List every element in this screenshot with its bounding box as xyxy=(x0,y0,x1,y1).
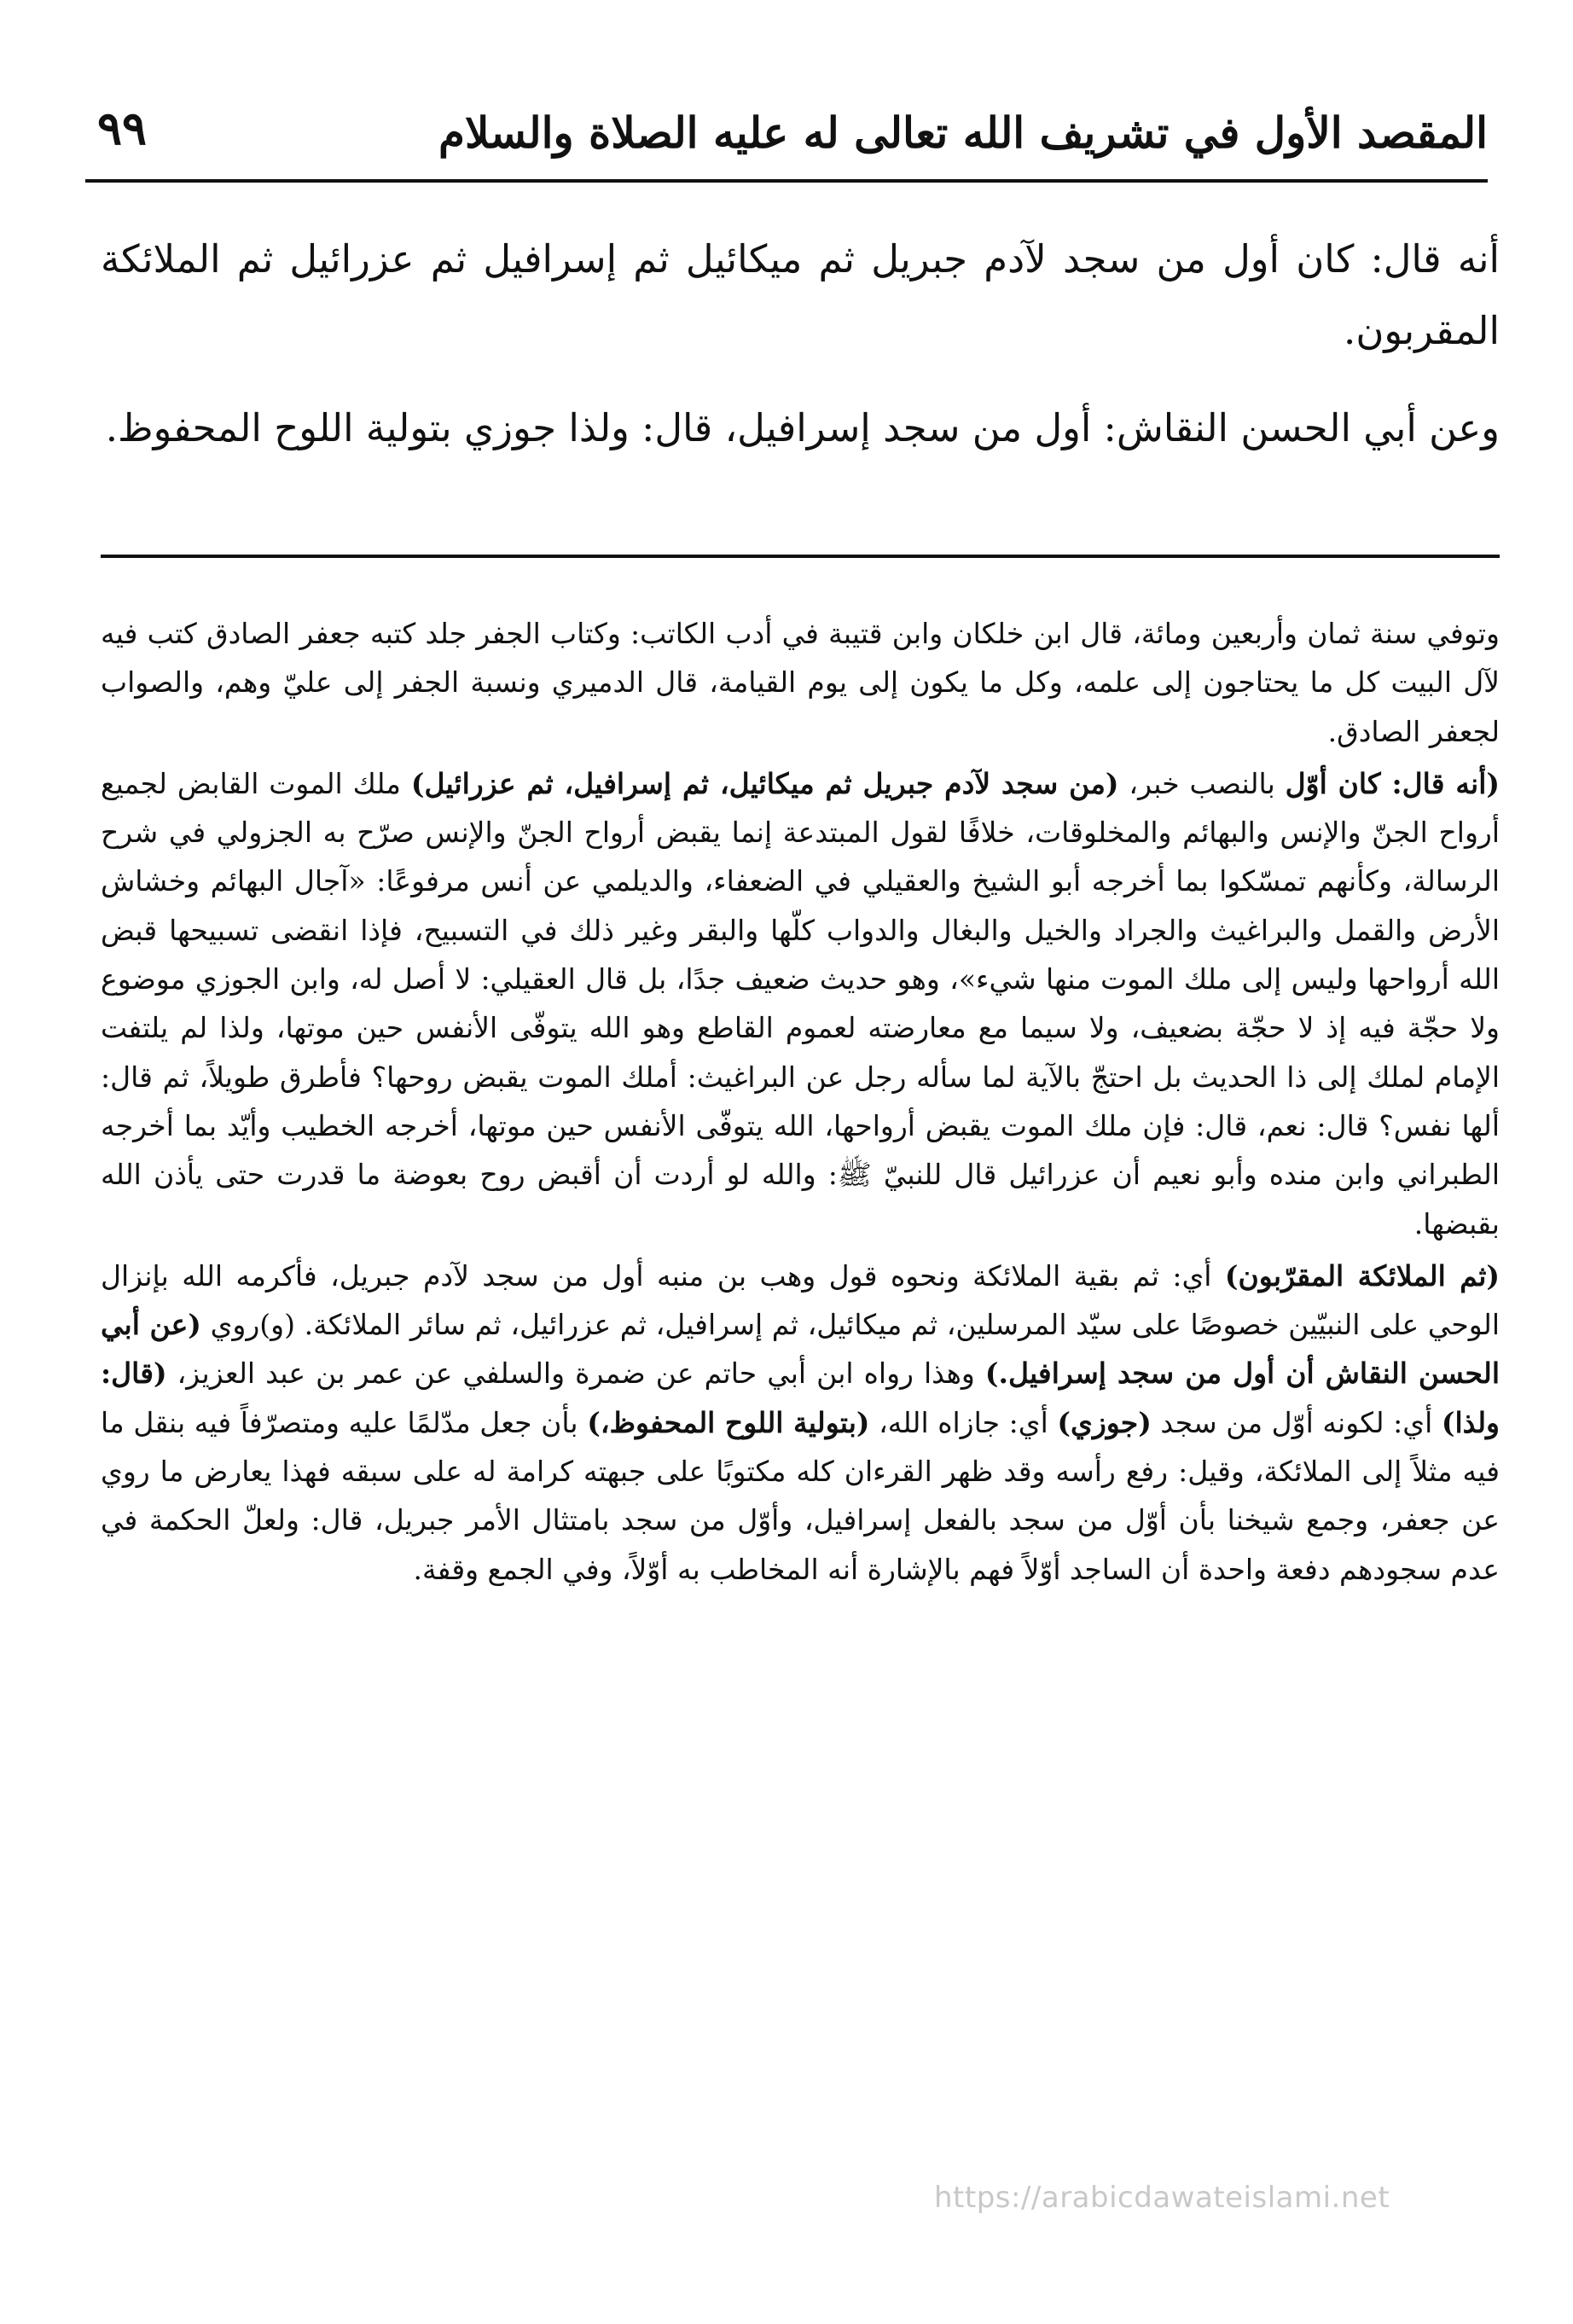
section-divider xyxy=(101,555,1500,558)
quoted-text: (عن أبي الحسن النقاش أن أول من سجد إسرافيل.) xyxy=(101,1308,1500,1391)
commentary-text-run: أي: لكونه أوّل من سجد xyxy=(1151,1405,1442,1439)
page-number: ٩٩ xyxy=(97,101,148,155)
quoted-text: (بتولية اللوح المحفوظ،) xyxy=(587,1405,870,1439)
page-header xyxy=(85,101,1488,183)
website-watermark: https://arabicdawateislami.net xyxy=(934,2181,1390,2215)
quoted-text: (جوزي) xyxy=(1057,1405,1152,1439)
quoted-text: (قال: ولذا) xyxy=(101,1357,1500,1439)
header-rule xyxy=(85,179,1488,183)
main-text-paragraph: وعن أبي الحسن النقاش: أول من سجد إسرافيل، قال: ولذا جوزي بتولية اللوح المحفوظ. xyxy=(105,405,1500,450)
main-text-paragraph: أنه قال: كان أول من سجد لآدم جبريل ثم ميكائيل ثم إسرافيل ثم عزرائيل ثم الملائكة المقربون. xyxy=(101,236,1500,353)
commentary-paragraph xyxy=(101,759,1500,1248)
commentary-text-run: ملك الموت القابض لجميع أرواح الجنّ والإنس والبهائم والمخلوقات، خلافًا لقول المبتدعة إنما يقبض أرواح الجنّ والإنس صرّح به الجزولي في شرح الرسالة، وكأنهم تمسّكوا بما أخرجه أبو الشيخ والعقيلي في الضعفاء، والديلمي عن أنس مرفوعًا: «آجال البهائم وخشاش الأرض والقمل والبراغيث والجراد والخيل والبغال والدواب كلّها والبقر وغير ذلك في التسبيح، فإذا انقضى تسبيحها قبض الله أرواحها وليس إلى ملك الموت منها شيء»، وهو حديث ضعيف جدًا، بل قال العقيلي: لا أصل له، وابن الجوزي موضوع ولا حجّة فيه إذ لا حجّة بضعيف، ولا سيما مع معارضته لعموم القاطع وهو الله يتوفّى الأنفس حين موتها، ولذا لم يلتفت الإمام لملك إلى ذا الحديث بل احتجّ بالآية لما سأله رجل عن البراغيث: أملك الموت يقبض روحها؟ فأطرق طويلاً، ثم قال: ألها نفس؟ قال: نعم، قال: فإن ملك الموت يقبض أرواحها، الله يتوفّى الأنفس حين موتها، أخرجه الخطيب وأيّد بما أخرجه الطبراني وابن منده وأبو نعيم أن عزرائيل قال للنبيّ ﷺ: والله لو أردت أن أقبض روح بعوضة ما قدرت حتى يأذن الله بقبضها. xyxy=(101,766,1500,1240)
quoted-text: (من سجد لآدم جبريل ثم ميكائيل، ثم إسرافيل، ثم عزرائيل) xyxy=(410,766,1119,800)
quoted-text: (أنه قال: كان أوّل xyxy=(1285,766,1500,800)
commentary-text-run: أي: جازاه الله، xyxy=(869,1405,1058,1439)
commentary-paragraph xyxy=(101,1252,1500,1594)
main-text xyxy=(101,224,1500,490)
commentary-text-run: وهذا رواه ابن أبي حاتم عن ضمرة والسلفي عن عمر بن عبد العزيز، xyxy=(166,1357,985,1391)
commentary-text-run: بأن جعل مدّلمًا عليه ومتصرّفاً فيه بنقل ما فيه مثلاً إلى الملائكة، وقيل: رفع رأسه وقد ظهر القرءان كله مكتوبًا على جبهته كرامة له على سبقه فهذا يعارض ما روي عن جعفر، وجمع شيخنا بأن أوّل من سجد بالفعل إسرافيل، وأوّل من سجد بامتثال الأمر جبريل، قال: ولعلّ الحكمة في عدم سجودهم دفعة واحدة أن الساجد أوّلاً فهم بالإشارة أنه المخاطب به أوّلاً، وفي الجمع وقفة. xyxy=(101,1405,1500,1586)
commentary-text-run: أي: ثم بقية الملائكة ونحوه قول وهب بن منبه أول من سجد لآدم جبريل، فأكرمه الله بإنزال الوحي على النبيّين خصوصًا على سيّد المرسلين، ثم ميكائيل، ثم إسرافيل، ثم عزرائيل، ثم سائر الملائكة. (و)روي xyxy=(101,1258,1500,1342)
commentary-text xyxy=(101,609,1500,1597)
commentary-paragraph: وتوفي سنة ثمان وأربعين ومائة، قال ابن خلكان وابن قتيبة في أدب الكاتب: وكتاب الجفر جلد كتبه جعفر الصادق كتب فيه لآل البيت كل ما يحتاجون إلى علمه، وكل ما يكون إلى يوم القيامة، قال الدميري ونسبة الجفر إلى عليّ وهم، والصواب لجعفر الصادق. xyxy=(101,617,1500,748)
commentary-text-run: بالنصب خبر، xyxy=(1118,766,1286,800)
quoted-text: (ثم الملائكة المقرّبون) xyxy=(1224,1258,1500,1293)
running-title: المقصد الأول في تشريف الله تعالى له عليه الصلاة والسلام xyxy=(438,107,1488,158)
